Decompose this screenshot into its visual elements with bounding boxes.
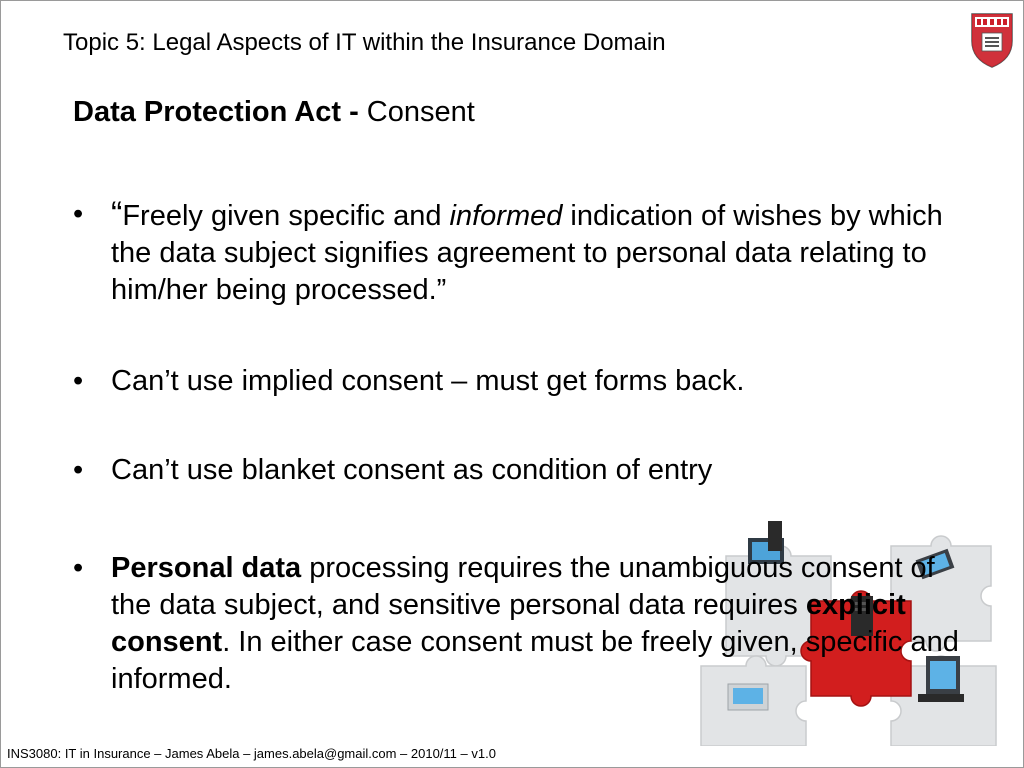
bullet-text-part: indication of wishes by which the data subject signifies agreement to personal data relating to him/her being processed.” [111, 200, 943, 306]
bullet-item [73, 196, 963, 309]
university-crest-icon [969, 11, 1015, 69]
bullet-text-bold: explicit consent [111, 589, 906, 658]
bullet-dot: • [73, 198, 84, 230]
bullet-item [73, 452, 963, 489]
bullet-item [73, 363, 963, 400]
bullet-item [73, 550, 963, 698]
quote-mark: “ [111, 195, 123, 233]
heading-normal: Consent [366, 96, 475, 128]
bullet-text-part: processing requires the unambiguous consent of the data subject, and sensitive personal data requires [111, 552, 935, 621]
bullet-dot: • [73, 552, 84, 584]
bullet-text-bold: Personal data [111, 552, 302, 584]
bullet-text [111, 550, 963, 698]
bullet-text [111, 196, 963, 309]
bullet-text-part: . In either case consent must be freely given, specific and informed. [111, 626, 959, 695]
bullet-text-italic: informed [449, 200, 563, 232]
footer-text: INS3080: IT in Insurance – James Abela – james.abela@gmail.com – 2010/11 – v1.0 [7, 746, 496, 761]
bullet-text-part: Freely given specific and [122, 200, 450, 232]
bullet-text: Can’t use blanket consent as condition of entry [111, 454, 713, 486]
heading-bold: Data Protection Act - [73, 96, 367, 128]
bullet-dot: • [73, 365, 84, 397]
topic-title: Topic 5: Legal Aspects of IT within the Insurance Domain [63, 29, 666, 56]
bullet-dot: • [73, 454, 84, 486]
slide-heading [73, 96, 475, 129]
bullet-text: Can’t use implied consent – must get forms back. [111, 365, 745, 397]
